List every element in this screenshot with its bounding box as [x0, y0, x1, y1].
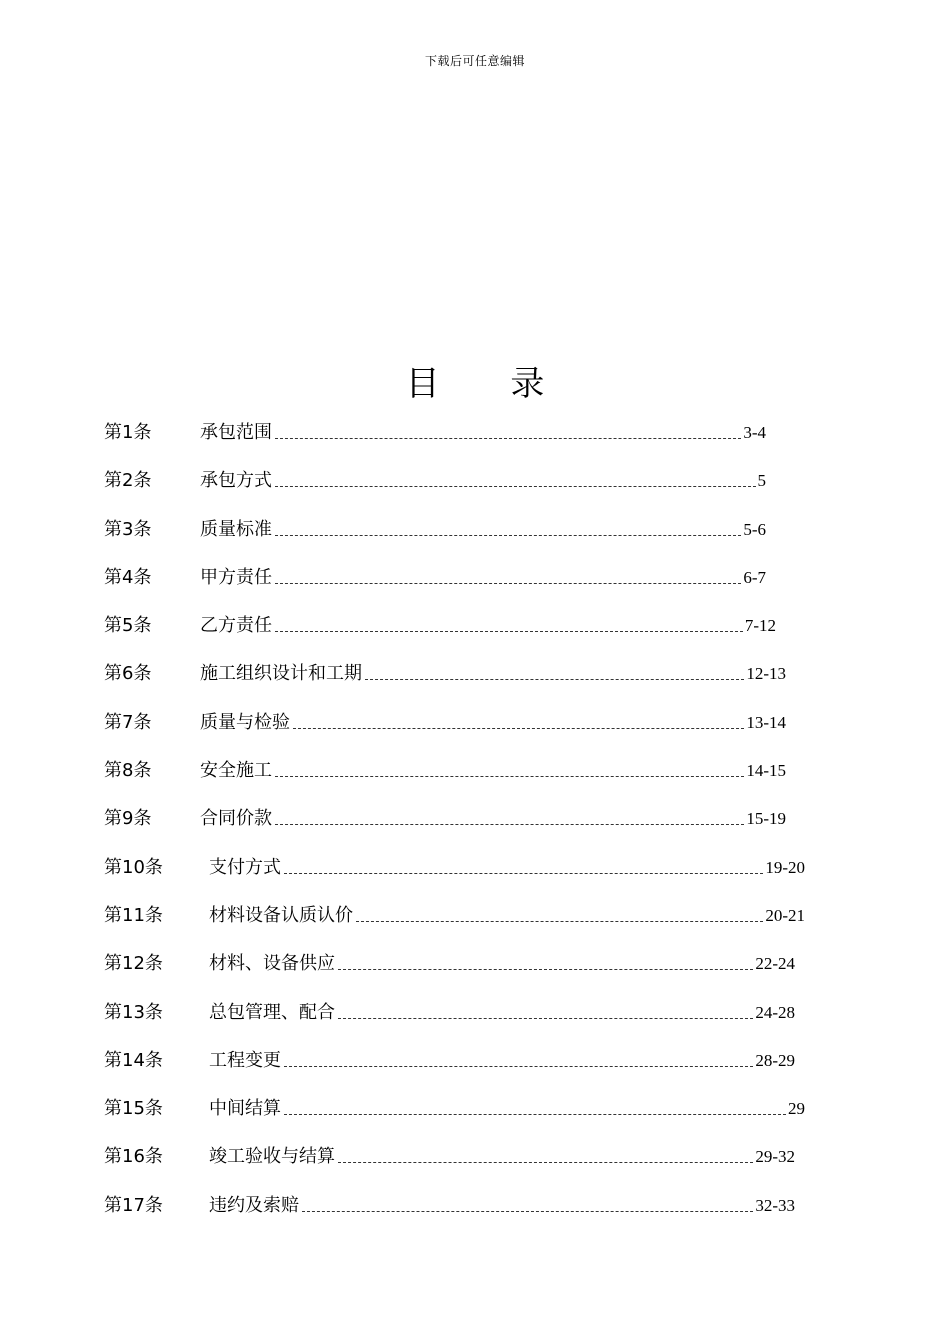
toc-entry[interactable]	[0, 653, 950, 701]
toc-entry-pages: 3-4	[743, 423, 766, 442]
toc-entry[interactable]	[0, 460, 950, 508]
toc-entry-number: 第16条	[104, 1146, 163, 1168]
toc-entry[interactable]	[0, 1088, 950, 1136]
toc-entry-pages: 13-14	[746, 712, 786, 732]
toc-entry[interactable]	[0, 412, 950, 460]
toc-entry-number: 第2条	[104, 470, 152, 492]
toc-entry-pages: 14-15	[746, 761, 786, 781]
toc-entry[interactable]	[0, 847, 950, 895]
toc-entry-label: 施工组织设计和工期	[200, 663, 362, 685]
toc-leader-dots	[293, 728, 744, 729]
toc-entry-pages: 19-20	[765, 857, 805, 877]
toc-leader-dots	[275, 824, 744, 825]
toc-entry-pages: 24-28	[755, 1002, 795, 1022]
toc-entry-number: 第8条	[104, 760, 152, 782]
toc-entry-number: 第1条	[104, 422, 152, 443]
toc-entry-pages: 20-21	[765, 905, 805, 925]
toc-entry-label: 支付方式	[209, 856, 281, 878]
toc-entry[interactable]	[0, 798, 950, 846]
toc-entry-number: 第12条	[104, 953, 163, 975]
toc-entry-pages: 7-12	[744, 616, 776, 636]
toc-entry-number: 第3条	[104, 518, 152, 540]
toc-leader-dots	[302, 1211, 753, 1212]
toc-entry-label: 材料、设备供应	[209, 953, 335, 975]
toc-leader-dots	[365, 679, 744, 680]
toc-entry[interactable]	[0, 509, 950, 557]
toc-leader-dots	[338, 969, 753, 970]
toc-leader-dots	[284, 1066, 753, 1067]
table-of-contents	[0, 412, 950, 1233]
toc-entry-label: 工程变更	[209, 1049, 281, 1071]
toc-entry-number: 第5条	[104, 615, 152, 637]
toc-leader-dots	[284, 873, 763, 874]
toc-entry[interactable]	[0, 895, 950, 943]
toc-entry-label: 质量标准	[200, 518, 272, 540]
toc-entry-pages: 12-13	[746, 664, 786, 684]
toc-entry-label: 竣工验收与结算	[209, 1146, 335, 1168]
toc-entry-number: 第13条	[104, 1001, 163, 1023]
toc-leader-dots	[338, 1018, 753, 1019]
toc-entry-pages: 29-32	[755, 1147, 795, 1167]
toc-entry[interactable]	[0, 1136, 950, 1184]
toc-entry-number: 第6条	[104, 663, 152, 685]
page-header-note: 下载后可任意编辑	[424, 54, 525, 68]
toc-entry[interactable]	[0, 943, 950, 991]
toc-entry-number: 第15条	[104, 1098, 163, 1120]
toc-entry-pages: 29	[788, 1099, 805, 1119]
toc-leader-dots	[275, 535, 741, 536]
toc-entry[interactable]	[0, 992, 950, 1040]
toc-leader-dots	[356, 921, 763, 922]
toc-entry[interactable]	[0, 557, 950, 605]
toc-entry[interactable]	[0, 1185, 950, 1233]
toc-entry-label: 质量与检验	[200, 711, 290, 733]
toc-leader-dots	[338, 1162, 753, 1163]
toc-entry-label: 合同价款	[200, 808, 272, 830]
toc-entry-number: 第9条	[104, 808, 152, 830]
toc-entry-number: 第11条	[104, 904, 163, 926]
toc-leader-dots	[284, 1114, 786, 1115]
toc-entry[interactable]	[0, 702, 950, 750]
toc-entry-label: 总包管理、配合	[209, 1001, 335, 1023]
toc-title: 目 录	[405, 364, 575, 404]
toc-entry-label: 违约及索赔	[209, 1194, 299, 1216]
toc-entry-number: 第7条	[104, 711, 152, 733]
toc-leader-dots	[275, 438, 741, 439]
toc-entry-pages: 15-19	[746, 809, 786, 829]
toc-leader-dots	[275, 776, 744, 777]
toc-entry-pages: 5	[757, 471, 766, 491]
toc-entry[interactable]	[0, 605, 950, 653]
toc-entry-label: 甲方责任	[200, 566, 272, 588]
toc-entry-label: 承包范围	[200, 422, 272, 443]
toc-entry-label: 材料设备认质认价	[209, 904, 353, 926]
toc-entry-pages: 6-7	[743, 567, 766, 587]
toc-entry-label: 乙方责任	[200, 615, 272, 637]
toc-entry[interactable]	[0, 1040, 950, 1088]
toc-entry-pages: 28-29	[755, 1050, 795, 1070]
toc-leader-dots	[275, 583, 741, 584]
toc-leader-dots	[275, 631, 743, 632]
toc-entry-label: 承包方式	[200, 470, 272, 492]
toc-entry[interactable]	[0, 750, 950, 798]
toc-entry-number: 第10条	[104, 856, 163, 878]
toc-entry-pages: 32-33	[755, 1195, 795, 1215]
toc-entry-number: 第4条	[104, 566, 152, 588]
toc-entry-label: 中间结算	[209, 1098, 281, 1120]
toc-leader-dots	[275, 486, 756, 487]
toc-entry-number: 第17条	[104, 1194, 163, 1216]
toc-entry-pages: 22-24	[755, 954, 795, 974]
toc-entry-label: 安全施工	[200, 760, 272, 782]
toc-entry-pages: 5-6	[743, 519, 766, 539]
toc-entry-number: 第14条	[104, 1049, 163, 1071]
